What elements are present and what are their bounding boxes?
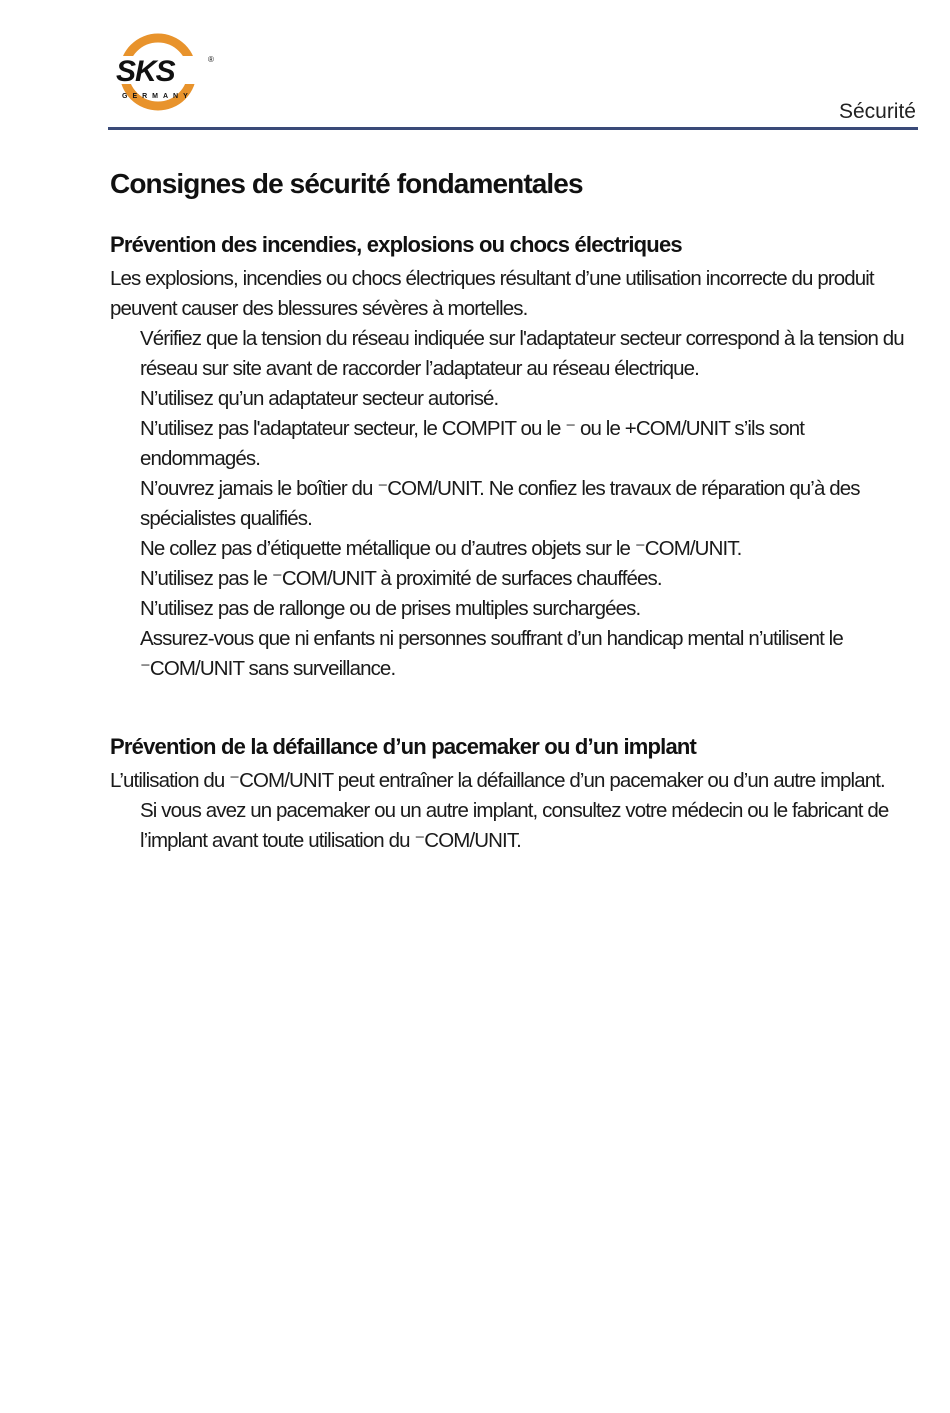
list-item: N’utilisez pas le ⁻COM/UNIT à proximité de surfaces chauffées. bbox=[140, 567, 662, 590]
section-heading: Prévention de la défaillance d’un pacemaker ou d’un implant bbox=[110, 734, 697, 759]
logo-subtext: GERMANY bbox=[122, 93, 193, 100]
list-item: N’ouvrez jamais le boîtier du ⁻COM/UNIT. Ne confiez les travaux de réparation qu’à des spécialistes qualifiés. bbox=[140, 477, 860, 530]
section-intro: Les explosions, incendies ou chocs électriques résultant d’une utilisation incorrecte du produit peuvent causer des blessures sévères à mortelles. bbox=[110, 267, 874, 320]
list-item: N’utilisez pas de rallonge ou de prises multiples surchargées. bbox=[140, 597, 641, 620]
section-intro: L’utilisation du ⁻COM/UNIT peut entraîner la défaillance d’un pacemaker ou d’un autre implant. bbox=[110, 769, 885, 792]
list-item: Si vous avez un pacemaker ou un autre implant, consultez votre médecin ou le fabricant de l’implant avant toute utilisation du ⁻COM/UNIT. bbox=[140, 799, 889, 852]
section-heading: Prévention des incendies, explosions ou chocs électriques bbox=[110, 232, 682, 257]
page-content bbox=[110, 168, 925, 906]
instruction-list bbox=[110, 796, 925, 856]
svg-text:®: ® bbox=[208, 55, 214, 64]
list-item: Assurez-vous que ni enfants ni personnes souffrant d’un handicap mental n’utilisent le ⁻COM/UNIT sans surveillance. bbox=[140, 627, 843, 680]
section-pacemaker bbox=[110, 734, 925, 856]
logo-wordmark: SKS bbox=[116, 55, 175, 88]
list-item: Vérifiez que la tension du réseau indiquée sur l'adaptateur secteur correspond à la tension du réseau sur site avant de raccorder l’adaptateur au réseau électrique. bbox=[140, 327, 904, 380]
page-title: Consignes de sécurité fondamentales bbox=[110, 168, 583, 199]
header-divider bbox=[108, 127, 918, 130]
list-item: N’utilisez pas l'adaptateur secteur, le COMPIT ou le ⁻ ou le +COM/UNIT s’ils sont endommagés. bbox=[140, 417, 804, 470]
sks-germany-logo bbox=[108, 32, 220, 112]
section-label: Sécurité bbox=[838, 100, 916, 123]
list-item: N’utilisez qu’un adaptateur secteur autorisé. bbox=[140, 387, 499, 410]
list-item: Ne collez pas d’étiquette métallique ou d’autres objets sur le ⁻COM/UNIT. bbox=[140, 537, 742, 560]
section-fire-prevention bbox=[110, 232, 925, 684]
instruction-list bbox=[110, 324, 925, 684]
